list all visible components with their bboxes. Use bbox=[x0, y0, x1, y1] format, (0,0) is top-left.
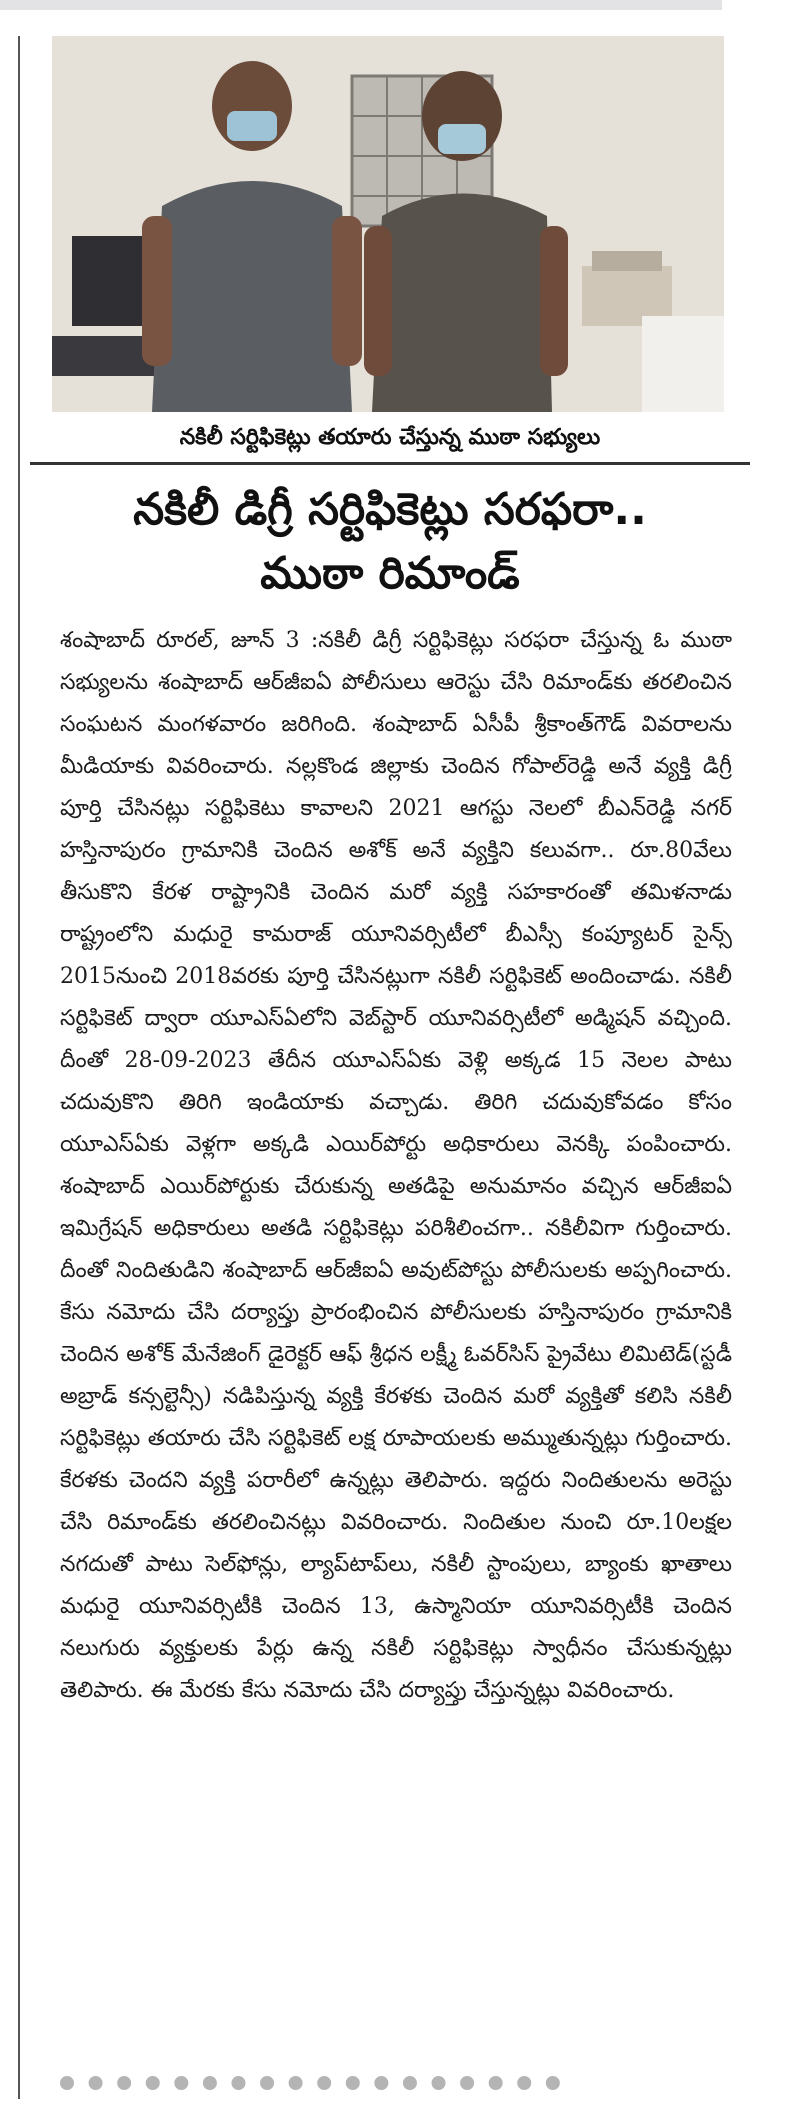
article-body: శంషాబాద్ రూరల్, జూన్ 3 :నకిలీ డిగ్రీ సర్టిఫికెట్లు సరఫరా చేస్తున్న ఓ ముఠా సభ్యులను శంషాబాద్ ఆర్‌జీఐఏ పోలీసులు ఆరెస్టు చేసి రిమాండ్‌కు తరలించిన సంఘటన మంగళవారం జరిగింది. శంషాబాద్ ఏసీపీ శ్రీకాంత్‌గౌడ్ వివరాలను మీడియాకు వివరించారు. నల్లకొండ జిల్లాకు చెందిన గోపాల్‌రెడ్డి అనే వ్యక్తి డిగ్రీ పూర్తి చేసినట్లు సర్టిఫికెటు కావాలని 2021 ఆగస్టు నెలలో బీఎన్‌రెడ్డి నగర్ హస్తినాపురం గ్రామానికి చెందిన అశోక్ అనే వ్యక్తిని కలువగా.. రూ.80వేలు తీసుకొని కేరళ రాష్ట్రానికి చెందిన మరో వ్యక్తి సహకారంతో తమిళనాడు రాష్ట్రంలోని మధురై కామరాజ్ యూనివర్సిటీలో బీఎస్సీ కంప్యూటర్ సైన్స్ 2015నుంచి 2018వరకు పూర్తి చేసినట్లుగా నకిలీ సర్టిఫికెట్ అందించాడు. నకిలీ సర్టిఫికెట్ ద్వారా యూఎస్‌ఏలోని వెబ్‌స్టార్ యూనివర్సిటీలో అడ్మిషన్ వచ్చింది. దీంతో 28-09-2023 తేదీన యూఎస్‌ఏకు వెళ్లి అక్కడ 15 నెలల పాటు చదువుకొని తిరిగి ఇండియాకు వచ్చాడు. తిరిగి చదువుకోవడం కోసం యూఎస్‌ఏకు వెళ్లగా అక్కడి ఎయిర్‌పోర్టు అధికారులు వెనక్కి పంపించారు. శంషాబాద్ ఎయిర్‌పోర్టుకు చేరుకున్న అతడిపై అనుమానం వచ్చిన ఆర్‌జీఐఏ ఇమిగ్రేషన్ అధికారులు అతడి సర్టిఫికెట్లు పరిశీలించగా.. నకిలీవిగా గుర్తించారు. దీంతో నిందితుడిని శంషాబాద్ ఆర్‌జీఐఏ అవుట్‌పోస్టు పోలీసులకు అప్పగించారు. కేసు నమోదు చేసి దర్యాప్తు ప్రారంభించిన పోలీసులకు హస్తినాపురం గ్రామానికి చెందిన అశోక్ మేనేజింగ్ డైరెక్టర్ ఆఫ్ శ్రీధన లక్ష్మీ ఓవర్‌సిస్ ప్రైవేటు లిమిటెడ్(స్టడీ అబ్రాడ్ కన్సల్టెన్సీ) నడిపిస్తున్న వ్యక్తి కేరళకు చెందిన మరో వ్యక్తితో కలిసి నకిలీ సర్టిఫికెట్లు తయారు చేసి సర్టిఫికెట్ లక్ష రూపాయలకు అమ్ముతున్నట్లు గుర్తించారు. కేరళకు చెందని వ్యక్తి పరారీలో ఉన్నట్లు తెలిపారు. ఇద్దరు నిందితులను అరెస్టు చేసి రిమాండ్‌కు తరలించినట్లు వివరించారు. నిందితుల నుంచి రూ.10లక్షల నగదుతో పాటు సెల్‌ఫోన్లు, ల్యాప్‌టాప్‌లు, నకిలీ స్టాంపులు, బ్యాంకు ఖాతాలు మధురై యూనివర్సిటీకి చెందిన 13, ఉస్మానియా యూనివర్సిటీకి చెందిన నలుగురు వ్యక్తులకు పేర్లు ఉన్న నకిలీ సర్టిఫికెట్లు స్వాధీనం చేసుకున్నట్లు తెలిపారు. ఈ మేరకు కేసు నమోదు చేసి దర్యాప్తు చేస్తున్నట్లు వివరించారు. bbox=[60, 628, 732, 1703]
headline-line-2: ముఠా రిమాండ్ bbox=[260, 548, 520, 599]
photo-caption: నకిలీ సర్టిఫికెట్లు తయారు చేస్తున్న ముఠా సభ్యులు bbox=[179, 425, 601, 450]
headline bbox=[30, 478, 750, 606]
column-rule bbox=[18, 36, 20, 2099]
headline-line-1: నకిలీ డిగ్రీ సర్టిఫికెట్లు సరఫరా.. bbox=[133, 484, 647, 535]
top-strip bbox=[0, 0, 722, 10]
news-photo bbox=[52, 36, 724, 412]
next-headline-fragment bbox=[60, 2076, 560, 2110]
photo-illustration bbox=[52, 36, 724, 412]
caption-divider bbox=[30, 462, 750, 465]
